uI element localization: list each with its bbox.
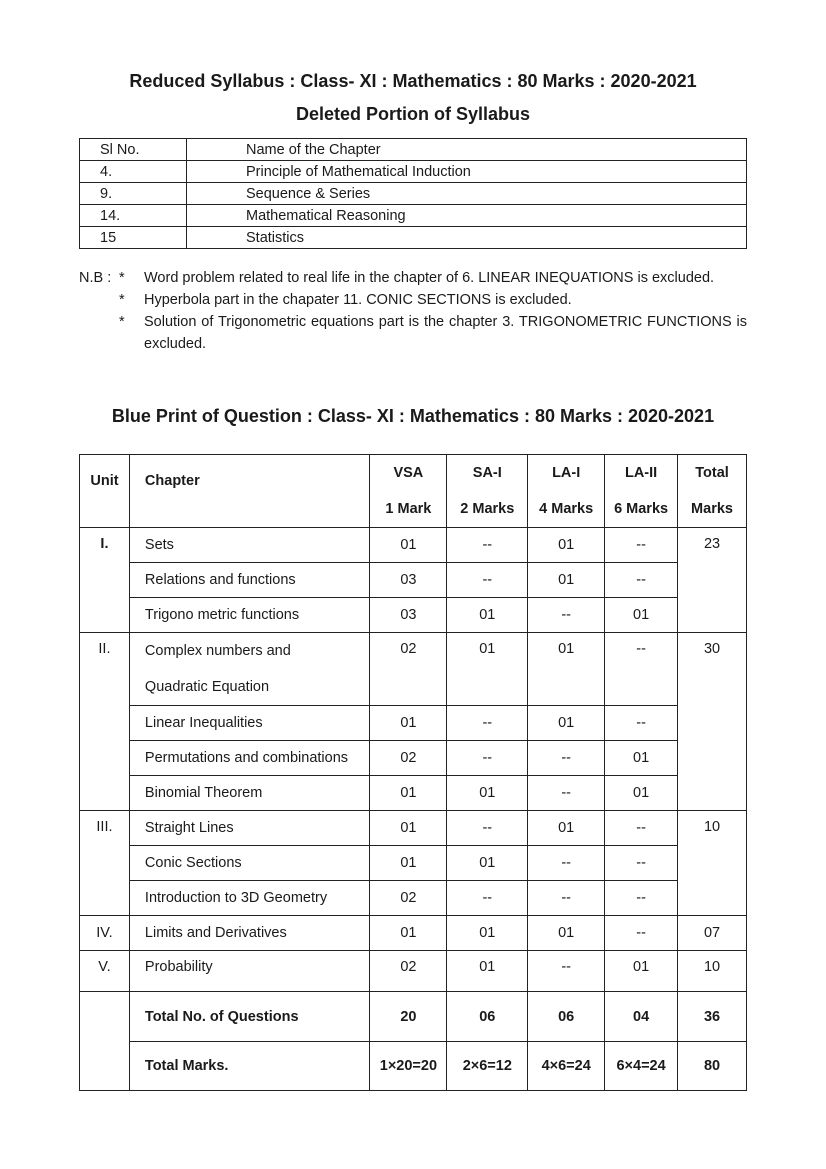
table-row: [80, 161, 747, 183]
sa-cell: 06: [447, 992, 528, 1042]
vsa-cell: 1×20=20: [370, 1042, 447, 1091]
note-item: [79, 267, 747, 289]
table-row: [80, 811, 747, 846]
unit-cell: IV.: [80, 916, 130, 951]
sl-no-cell: 4.: [80, 161, 187, 183]
chapter-name-cell: Principle of Mathematical Induction: [187, 161, 747, 183]
deleted-chapters-table: [79, 138, 747, 249]
table-row: [80, 205, 747, 227]
unit-cell: II.: [80, 633, 130, 811]
la2-cell: 6×4=24: [605, 1042, 678, 1091]
unit-total-cell: 23: [678, 528, 747, 633]
chapter-name-cell: Mathematical Reasoning: [187, 205, 747, 227]
table-row: [80, 598, 747, 633]
sa-cell: 01: [447, 916, 528, 951]
la1-cell: 01: [528, 528, 605, 563]
la2-cell: 01: [605, 741, 678, 776]
sl-no-cell: 14.: [80, 205, 187, 227]
table-row: [80, 563, 747, 598]
unit-total-cell: 30: [678, 633, 747, 811]
sa-cell: --: [447, 811, 528, 846]
vsa-cell: 01: [370, 916, 447, 951]
table-row: [80, 776, 747, 811]
note-text: Word problem related to real life in the chapter of 6. LINEAR INEQUATIONS is excluded.: [144, 270, 715, 286]
la1-cell: 06: [528, 992, 605, 1042]
la2-cell: --: [605, 528, 678, 563]
unit-cell: III.: [80, 811, 130, 916]
blueprint-heading: Blue Print of Question : Class- XI : Mathematics : 80 Marks : 2020-2021: [111, 406, 715, 426]
total-cell: 80: [678, 1042, 747, 1091]
vsa-cell: 01: [370, 776, 447, 811]
unit-total-cell: 10: [678, 951, 747, 992]
unit-cell: I.: [80, 528, 130, 633]
sa-cell: --: [447, 528, 528, 563]
chapter-cell: Permutations and combinations: [129, 741, 370, 776]
la2-cell: --: [605, 706, 678, 741]
sa-cell: --: [447, 706, 528, 741]
vsa-cell: 03: [370, 598, 447, 633]
unit-total-cell: 07: [678, 916, 747, 951]
sa-cell: --: [447, 741, 528, 776]
header-sl-no: Sl No.: [80, 139, 187, 161]
chapter-cell: Straight Lines: [129, 811, 370, 846]
table-row: [80, 183, 747, 205]
header-sa: SA-I 2 Marks: [447, 455, 528, 528]
table-row: [80, 846, 747, 881]
chapter-name-cell: Statistics: [187, 227, 747, 249]
header-unit: Unit: [80, 455, 130, 528]
sa-cell: 01: [447, 951, 528, 992]
la2-cell: --: [605, 563, 678, 598]
total-questions-row: [80, 992, 747, 1042]
vsa-cell: 01: [370, 811, 447, 846]
header-total: Total Marks: [678, 455, 747, 528]
chapter-name-cell: Sequence & Series: [187, 183, 747, 205]
table-row: [80, 741, 747, 776]
total-questions-label: Total No. of Questions: [129, 992, 370, 1042]
la1-cell: --: [528, 951, 605, 992]
table-header-row: [80, 139, 747, 161]
bullet-star: *: [119, 270, 125, 286]
deleted-portion-heading: Deleted Portion of Syllabus: [295, 104, 531, 124]
table-row: [80, 706, 747, 741]
la1-cell: 01: [528, 811, 605, 846]
vsa-cell: 01: [370, 528, 447, 563]
la2-cell: 01: [605, 776, 678, 811]
vsa-cell: 02: [370, 881, 447, 916]
blueprint-table: [79, 454, 747, 1091]
la1-cell: --: [528, 846, 605, 881]
sa-cell: --: [447, 563, 528, 598]
bullet-star: *: [119, 292, 125, 308]
header-vsa: VSA 1 Mark: [370, 455, 447, 528]
chapter-cell: Trigono metric functions: [129, 598, 370, 633]
sa-cell: 01: [447, 846, 528, 881]
la1-cell: --: [528, 598, 605, 633]
sl-no-cell: 15: [80, 227, 187, 249]
chapter-cell: Sets: [129, 528, 370, 563]
la2-cell: --: [605, 881, 678, 916]
sa-cell: 01: [447, 633, 528, 706]
chapter-cell: Introduction to 3D Geometry: [129, 881, 370, 916]
sa-cell: 01: [447, 598, 528, 633]
page-title: Reduced Syllabus : Class- XI : Mathematics : 80 Marks : 2020-2021: [129, 71, 697, 91]
vsa-cell: 01: [370, 706, 447, 741]
note-prefix: N.B :: [79, 270, 112, 286]
table-row: [80, 528, 747, 563]
unit-total-cell: 10: [678, 811, 747, 916]
la2-cell: --: [605, 633, 678, 706]
table-row: [80, 227, 747, 249]
la1-cell: --: [528, 881, 605, 916]
note-item: [79, 311, 747, 355]
chapter-cell: Linear Inequalities: [129, 706, 370, 741]
la1-cell: 4×6=24: [528, 1042, 605, 1091]
unit-cell: V.: [80, 951, 130, 992]
header-chapter-name: Name of the Chapter: [187, 139, 747, 161]
note-text: Solution of Trigonometric equations part is the chapter 3. TRIGONOMETRIC FUNCTIONS is excluded.: [144, 314, 747, 352]
total-marks-label: Total Marks.: [129, 1042, 370, 1091]
la2-cell: 01: [605, 951, 678, 992]
header-la2: LA-II 6 Marks: [605, 455, 678, 528]
la1-cell: 01: [528, 706, 605, 741]
table-row: [80, 633, 747, 706]
note-text: Hyperbola part in the chapater 11. CONIC SECTIONS is excluded.: [144, 292, 572, 308]
sl-no-cell: 9.: [80, 183, 187, 205]
chapter-cell: Relations and functions: [129, 563, 370, 598]
header-chapter: Chapter: [129, 455, 370, 528]
chapter-cell: Limits and Derivatives: [129, 916, 370, 951]
la1-cell: --: [528, 776, 605, 811]
header-la1: LA-I 4 Marks: [528, 455, 605, 528]
la2-cell: --: [605, 846, 678, 881]
la1-cell: 01: [528, 916, 605, 951]
la1-cell: 01: [528, 563, 605, 598]
chapter-cell: Complex numbers and Quadratic Equation: [129, 633, 370, 706]
sa-cell: 2×6=12: [447, 1042, 528, 1091]
chapter-cell: Probability: [129, 951, 370, 992]
chapter-cell: Binomial Theorem: [129, 776, 370, 811]
total-cell: 36: [678, 992, 747, 1042]
la1-cell: 01: [528, 633, 605, 706]
sa-cell: --: [447, 881, 528, 916]
table-row: [80, 916, 747, 951]
la2-cell: --: [605, 916, 678, 951]
notes-section: [79, 267, 747, 355]
total-marks-row: [80, 1042, 747, 1091]
la2-cell: 04: [605, 992, 678, 1042]
table-row: [80, 951, 747, 992]
la2-cell: --: [605, 811, 678, 846]
vsa-cell: 03: [370, 563, 447, 598]
table-row: [80, 881, 747, 916]
vsa-cell: 02: [370, 633, 447, 706]
note-item: [79, 289, 747, 311]
empty-unit-cell: [80, 992, 130, 1091]
vsa-cell: 20: [370, 992, 447, 1042]
table-header-row: [80, 455, 747, 528]
chapter-cell: Conic Sections: [129, 846, 370, 881]
bullet-star: *: [119, 314, 125, 330]
la2-cell: 01: [605, 598, 678, 633]
la1-cell: --: [528, 741, 605, 776]
vsa-cell: 01: [370, 846, 447, 881]
sa-cell: 01: [447, 776, 528, 811]
vsa-cell: 02: [370, 951, 447, 992]
vsa-cell: 02: [370, 741, 447, 776]
